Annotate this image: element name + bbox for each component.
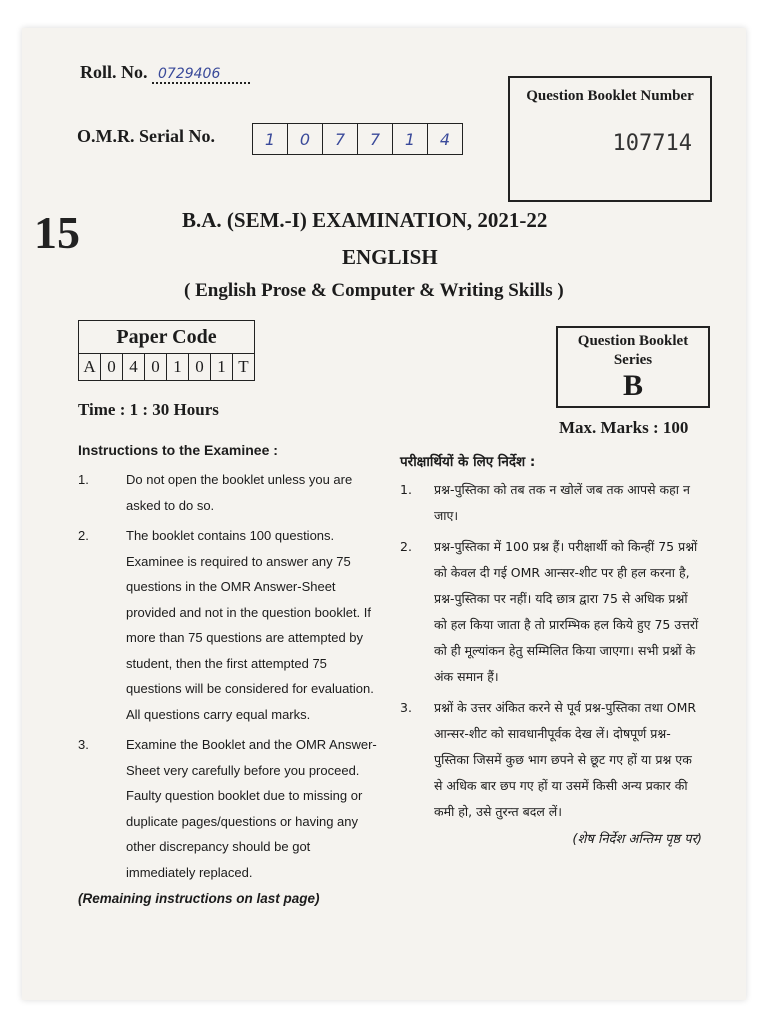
omr-digit: 0 xyxy=(288,124,323,154)
paper-code-cell: 4 xyxy=(123,354,145,380)
item-text: प्रश्नों के उत्तर अंकित करने से पूर्व प्रश्न-पुस्तिका तथा OMR आन्सर-शीट को सावधानीपूर्वक देख लें। दोषपूर्ण प्रश्न-पुस्तिका जिसमें कुछ भाग छपने से छूट गए हों या प्रश्न एक से अधिक बार छप गए हों या उसमें किसी अन्य प्रकार की कमी हो, उसे तुरन्त बदल लें। xyxy=(434,700,697,819)
item-text: Examine the Booklet and the OMR Answer-Sheet very carefully before you proceed. Faulty question booklet due to missing or duplicate pages/questions or having any other discrepancy should be got immediately replaced. xyxy=(126,737,377,880)
paper-code-cell: 0 xyxy=(101,354,123,380)
instructions-footer: (शेष निर्देश अन्तिम पृष्ठ पर) xyxy=(572,832,702,847)
paper-code-cell: A xyxy=(79,354,101,380)
paper-code-cell: 1 xyxy=(211,354,233,380)
item-text: Do not open the booklet unless you are asked to do so. xyxy=(126,472,353,513)
instructions-english xyxy=(78,442,383,906)
paper-code-box xyxy=(78,320,255,381)
paper-code-cell: 0 xyxy=(189,354,211,380)
max-marks: Max. Marks : 100 xyxy=(559,418,689,437)
paper-code-cell: 0 xyxy=(145,354,167,380)
paper-code-cell: T xyxy=(238,357,249,376)
instructions-footer: (Remaining instructions on last page) xyxy=(78,891,320,906)
list-item xyxy=(400,482,702,529)
paper-name: ( English Prose & Computer & Writing Skills ) xyxy=(184,280,564,301)
item-number: 3. xyxy=(400,700,412,715)
roll-label: Roll. No. xyxy=(80,62,148,82)
qbn-value: 107714 xyxy=(612,131,692,156)
paper-code-cell: 1 xyxy=(167,354,189,380)
item-text: प्रश्न-पुस्तिका को तब तक न खोलें जब तक आपसे कहा न जाए। xyxy=(434,482,690,523)
omr-serial-boxes xyxy=(252,123,463,155)
exam-title: B.A. (SEM.-I) EXAMINATION, 2021-22 xyxy=(182,208,548,232)
item-text: The booklet contains 100 questions. Examinee is required to answer any 75 questions in the OMR Answer-Sheet provided and not in the question booklet. If more than 75 questions are attempted by student, then the first attempted 75 questions will be considered for evaluation. All questions carry equal marks. xyxy=(126,528,374,722)
side-number: 15 xyxy=(34,207,80,258)
series-value: B xyxy=(622,369,643,402)
paper-code-label: Paper Code xyxy=(79,321,254,354)
item-number: 1. xyxy=(78,472,89,487)
omr-digit: 7 xyxy=(358,124,393,154)
item-number: 2. xyxy=(78,528,89,543)
list-item xyxy=(78,737,383,885)
roll-value: 0729406 xyxy=(152,66,250,84)
omr-digit: 4 xyxy=(439,129,451,149)
list-item xyxy=(78,528,383,727)
omr-digit: 1 xyxy=(393,124,428,154)
list-item xyxy=(78,472,383,518)
item-number: 3. xyxy=(78,737,89,752)
omr-digit: 7 xyxy=(323,124,358,154)
qbn-label: Question Booklet Number xyxy=(526,88,694,104)
booklet-series-box xyxy=(556,326,710,408)
instructions-heading: Instructions to the Examinee : xyxy=(78,442,278,458)
omr-serial-label: O.M.R. Serial No. xyxy=(77,126,215,146)
exam-booklet-cover xyxy=(22,28,746,1000)
question-booklet-number-box xyxy=(508,76,712,202)
roll-number xyxy=(80,62,250,83)
list-item xyxy=(400,700,702,825)
item-number: 2. xyxy=(400,539,412,554)
instructions-heading: परीक्षार्थियों के लिए निर्देश : xyxy=(400,454,536,470)
item-number: 1. xyxy=(400,482,412,497)
list-item xyxy=(400,539,702,690)
series-label: Question Booklet Series xyxy=(577,333,689,368)
omr-digit: 1 xyxy=(253,124,288,154)
instructions-hindi xyxy=(400,452,702,847)
exam-subject: ENGLISH xyxy=(342,245,438,269)
time-allowed: Time : 1 : 30 Hours xyxy=(78,400,219,419)
item-text: प्रश्न-पुस्तिका में 100 प्रश्न हैं। परीक्षार्थी को किन्हीं 75 प्रश्नों को केवल दी गई OMR आन्सर-शीट पर ही हल करना है, प्रश्न-पुस्तिका पर नहीं। यदि छात्र द्वारा 75 से अधिक प्रश्नों को हल किया जाता है तो प्रारम्भिक हल किये हुए 75 उत्तरों को ही मूल्यांकन हेतु सम्मिलित किया जाएगा। सभी प्रश्नों के अंक समान हैं। xyxy=(434,539,699,684)
